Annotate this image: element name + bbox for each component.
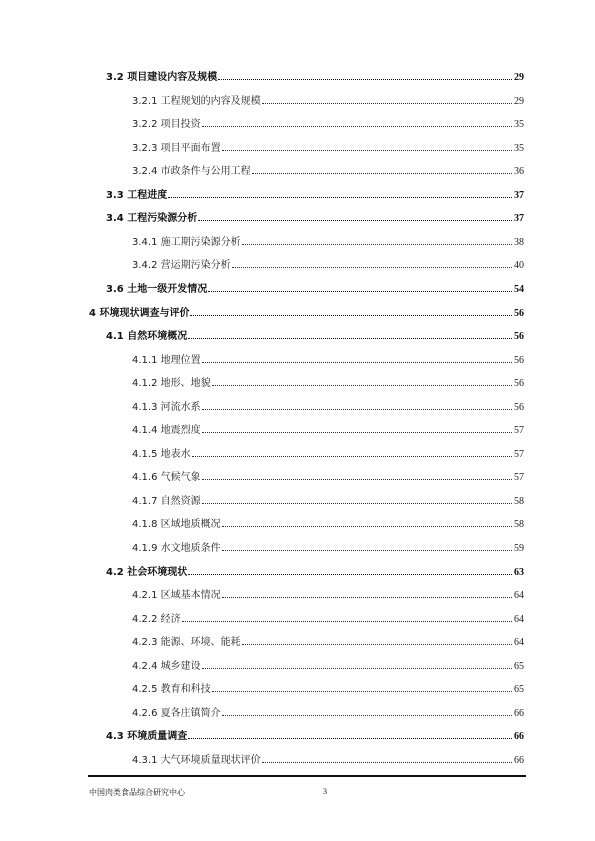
toc-entry[interactable] xyxy=(132,421,524,437)
toc-entry[interactable] xyxy=(89,304,524,320)
toc-entry-title: 4.2.1 区域基本情况 xyxy=(132,590,221,602)
toc-entry[interactable] xyxy=(132,445,524,461)
toc-entry[interactable] xyxy=(132,398,524,414)
toc-entry-page: 57 xyxy=(514,425,524,437)
toc-dot-leader xyxy=(232,260,512,268)
toc-entry[interactable] xyxy=(106,280,524,296)
toc-entry-page: 56 xyxy=(514,331,524,343)
toc-entry-page: 29 xyxy=(514,95,524,107)
toc-dot-leader xyxy=(198,213,512,221)
toc-dot-leader xyxy=(202,661,512,669)
toc-entry-page: 56 xyxy=(514,401,524,413)
toc-entry[interactable] xyxy=(132,633,524,649)
toc-entry-page: 36 xyxy=(514,166,524,178)
toc-dot-leader xyxy=(222,708,512,716)
toc-entry[interactable] xyxy=(132,468,524,484)
toc-dot-leader xyxy=(262,96,512,104)
toc-entry-title: 4.1.3 河流水系 xyxy=(132,401,201,413)
toc-entry[interactable] xyxy=(106,727,524,743)
toc-entry-title: 3.4.2 营运期污染分析 xyxy=(132,260,231,272)
toc-entry-title: 4.1.8 区域地质概况 xyxy=(132,519,221,531)
toc-entry-title: 4.3 环境质量调查 xyxy=(106,731,188,743)
toc-dot-leader xyxy=(192,449,512,457)
toc-dot-leader xyxy=(262,755,512,763)
toc-entry-title: 4.1.4 地震烈度 xyxy=(132,425,201,437)
toc-entry-page: 66 xyxy=(514,707,524,719)
toc-dot-leader xyxy=(188,731,512,739)
toc-dot-leader xyxy=(182,614,512,622)
toc-entry[interactable] xyxy=(132,256,524,272)
toc-entry-page: 37 xyxy=(514,213,524,225)
toc-entry[interactable] xyxy=(132,704,524,720)
toc-entry-title: 4.1 自然环境概况 xyxy=(106,331,188,343)
toc-entry-title: 4.2.4 城乡建设 xyxy=(132,660,201,672)
toc-dot-leader xyxy=(202,355,512,363)
toc-entry[interactable] xyxy=(132,162,524,178)
toc-entry[interactable] xyxy=(132,751,524,767)
toc-entry[interactable] xyxy=(106,327,524,343)
toc-entry-title: 4.1.6 气候气象 xyxy=(132,472,201,484)
toc-entry[interactable] xyxy=(132,610,524,626)
toc-entry-page: 40 xyxy=(514,260,524,272)
toc-entry-page: 63 xyxy=(514,566,524,578)
toc-dot-leader xyxy=(188,331,512,339)
toc-entry-page: 64 xyxy=(514,590,524,602)
toc-entry[interactable] xyxy=(132,115,524,131)
toc-entry-page: 57 xyxy=(514,448,524,460)
toc-entry-title: 4.2.6 夏各庄镇简介 xyxy=(132,707,221,719)
toc-dot-leader xyxy=(202,496,512,504)
toc-entry-page: 54 xyxy=(514,283,524,295)
toc-dot-leader xyxy=(212,684,512,692)
toc-entry[interactable] xyxy=(132,539,524,555)
toc-entry-title: 4.2.2 经济 xyxy=(132,613,181,625)
toc-entry-title: 4.1.2 地形、地貌 xyxy=(132,378,211,390)
toc-dot-leader xyxy=(202,425,512,433)
toc-dot-leader xyxy=(222,143,512,151)
toc-entry-page: 59 xyxy=(514,543,524,554)
toc-entry-title: 4.1.9 水文地质条件 xyxy=(132,543,221,554)
toc-entry[interactable] xyxy=(106,68,524,84)
toc-entry[interactable] xyxy=(132,92,524,108)
toc-entry-page: 66 xyxy=(514,754,524,766)
toc-entry-page: 58 xyxy=(514,495,524,507)
toc-entry-page: 64 xyxy=(514,613,524,625)
toc-entry-title: 4.2.3 能源、环境、能耗 xyxy=(132,637,241,649)
toc-dot-leader xyxy=(222,590,512,598)
toc-entry-page: 66 xyxy=(514,731,524,743)
toc-entry-title: 3.2 项目建设内容及规模 xyxy=(106,72,218,83)
toc-dot-leader xyxy=(168,190,512,198)
toc-entry-page: 57 xyxy=(514,472,524,484)
toc-dot-leader xyxy=(202,119,512,127)
toc-entry-title: 4.2 社会环境现状 xyxy=(106,566,188,578)
toc-entry-title: 3.4 工程污染源分析 xyxy=(106,213,198,225)
toc-entry-title: 4.3.1 大气环境质量现状评价 xyxy=(132,754,261,766)
toc-dot-leader xyxy=(190,308,512,316)
toc-entry-title: 4 环境现状调查与评价 xyxy=(89,307,190,319)
toc-entry-page: 64 xyxy=(514,637,524,649)
toc-entry-title: 4.1.1 地理位置 xyxy=(132,354,201,366)
toc-entry-page: 65 xyxy=(514,660,524,672)
toc-entry-title: 3.3 工程进度 xyxy=(106,189,168,201)
toc-entry[interactable] xyxy=(132,374,524,390)
toc-entry-page: 35 xyxy=(514,119,524,131)
toc-dot-leader xyxy=(222,519,512,527)
toc-entry-title: 3.2.3 项目平面布置 xyxy=(132,142,221,154)
toc-entry[interactable] xyxy=(132,586,524,602)
footer-organization: 中国肉类食品综合研究中心 xyxy=(89,788,185,797)
toc-entry-title: 4.1.5 地表水 xyxy=(132,448,191,460)
toc-entry-title: 4.1.7 自然资源 xyxy=(132,495,201,507)
toc-dot-leader xyxy=(188,567,512,575)
toc-entry-page: 37 xyxy=(514,189,524,201)
toc-entry[interactable] xyxy=(132,515,524,531)
footer-page-number: 3 xyxy=(323,787,327,796)
toc-entry-title: 3.2.2 项目投资 xyxy=(132,119,201,131)
toc-dot-leader xyxy=(252,166,512,174)
toc-entry-page: 58 xyxy=(514,519,524,531)
toc-entry-page: 56 xyxy=(514,307,524,319)
toc-entry-page: 38 xyxy=(514,236,524,248)
toc-dot-leader xyxy=(218,72,512,80)
toc-entry-page: 65 xyxy=(514,684,524,696)
toc-entry[interactable] xyxy=(132,657,524,673)
toc-entry[interactable] xyxy=(132,492,524,508)
toc-dot-leader xyxy=(202,402,512,410)
toc-entry-page: 35 xyxy=(514,142,524,154)
toc-dot-leader xyxy=(222,543,512,551)
toc-entry[interactable] xyxy=(132,233,524,249)
toc-entry[interactable] xyxy=(106,563,524,579)
toc-entry-page: 56 xyxy=(514,378,524,390)
toc-entry-title: 3.4.1 施工期污染源分析 xyxy=(132,236,241,248)
toc-entry[interactable] xyxy=(132,139,524,155)
toc-entry[interactable] xyxy=(132,680,524,696)
toc-entry[interactable] xyxy=(106,186,524,202)
footer-divider xyxy=(88,775,526,777)
toc-entry-title: 3.2.1 工程规划的内容及规模 xyxy=(132,95,261,107)
toc-entry-page: 29 xyxy=(514,72,524,83)
toc-dot-leader xyxy=(242,237,512,245)
toc-entry-title: 3.6 土地一级开发情况 xyxy=(106,283,208,295)
toc-dot-leader xyxy=(212,378,512,386)
toc-entry[interactable] xyxy=(106,209,524,225)
toc-entry[interactable] xyxy=(132,351,524,367)
toc-dot-leader xyxy=(208,284,512,292)
toc-entry-title: 3.2.4 市政条件与公用工程 xyxy=(132,166,251,178)
toc-entry-title: 4.2.5 教育和科技 xyxy=(132,684,211,696)
toc-entry-page: 56 xyxy=(514,354,524,366)
toc-dot-leader xyxy=(242,637,512,645)
toc-dot-leader xyxy=(202,472,512,480)
